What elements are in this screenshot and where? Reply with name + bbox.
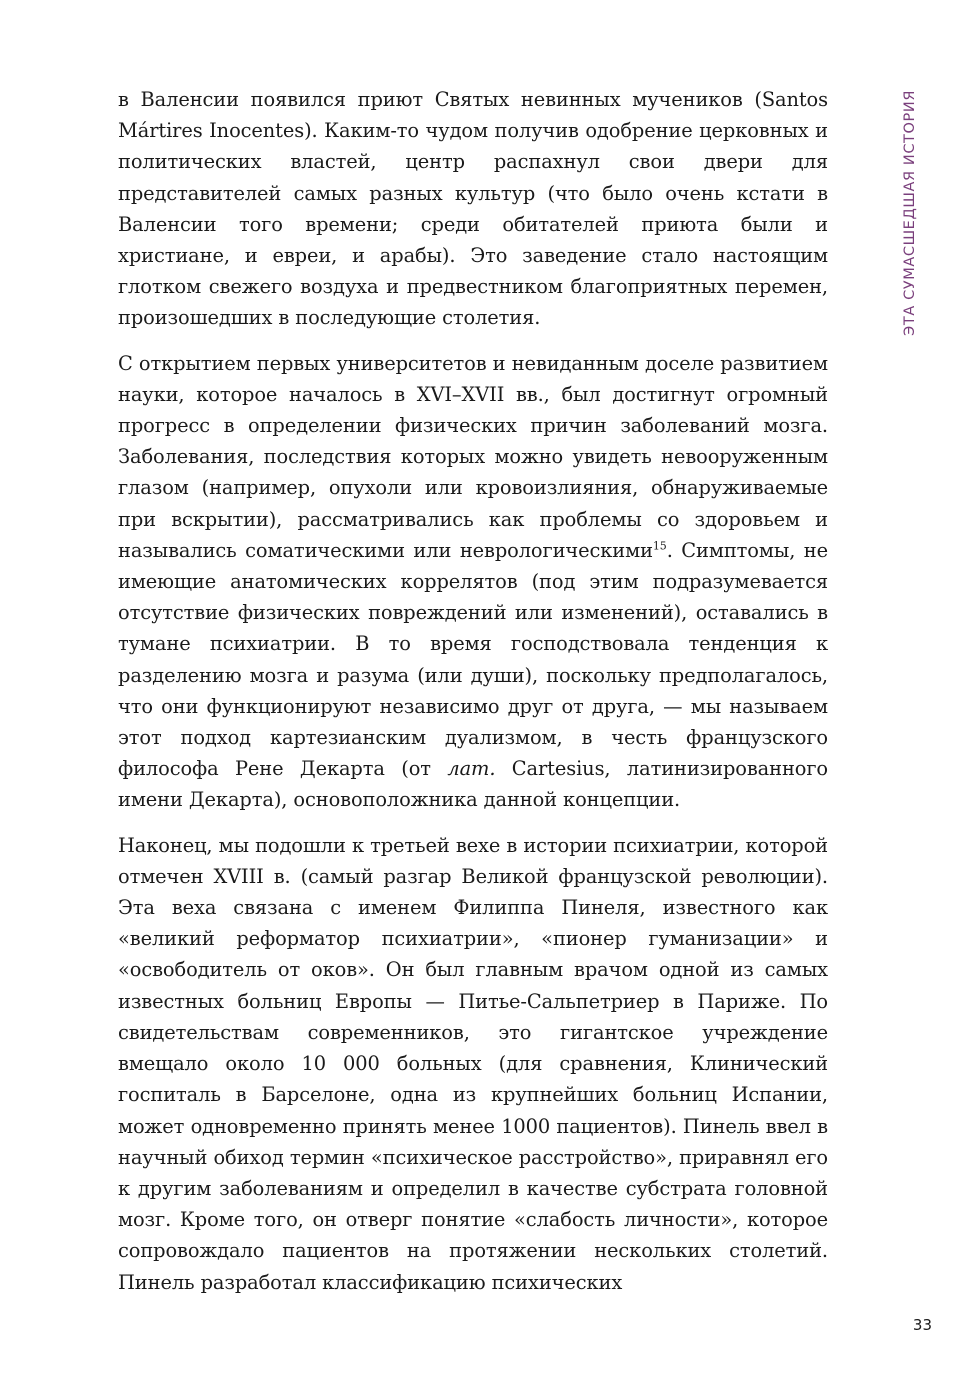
paragraph-2-text-b: . Симптомы, не имеющие анатомических коррелятов (под этим подразумевается отсутствие физических повреждений или изменений), оставались в тумане психиатрии. В то время господствовала тенденция к разделению мозга и разума (или души), поскольку предполагалось, что они функционируют независимо друг от друга, — мы называем этот подход картезианским дуализмом, в честь французского философа Рене Декарта (от [118, 538, 828, 781]
paragraph-3-text: Наконец, мы подошли к третьей вехе в истории психиатрии, которой отмечен XVIII в. (самый разгар Великой французской революции). Эта веха связана с именем Филиппа Пинеля, известного как «великий реформатор психиатрии», «пионер гуманизации» и «освободитель от оков». Он был главным врачом одной из самых известных больниц Европы — Питье-Сальпетриер в Париже. По свидетельствам современников, это гигантское учреждение вмещало около 10 000 больных (для сравнения, Клинический госпиталь в Барселоне, одна из крупнейших больниц Испании, может одновременно принять менее 1000 пациентов). Пинель ввел в научный обиход термин «психическое расстройство», приравнял его к другим заболеваниям и определил в качестве субстрата головной мозг. Кроме того, он отверг понятие «слабость личности», которое сопровождало пациентов на протяжении нескольких столетий. Пинель разработал классификацию психических [118, 833, 828, 1294]
running-title [897, 90, 927, 360]
paragraph-1-text: в Валенсии появился приют Святых невинных мучеников (Santos Mártires Inocentes). Каким-то чудом получив одобрение церковных и политических властей, центр распахнул свои двери для представителей самых разных культур (что было очень кстати в Валенсии того времени; среди обитателей приюта были и христиане, и евреи, и арабы). Это заведение стало настоящим глотком свежего воздуха и предвестником благоприятных перемен, произошедших в последующие столетия. [118, 88, 828, 330]
paragraph-2 [118, 348, 828, 816]
footnote-reference[interactable]: 15 [652, 539, 667, 553]
latin-abbreviation: лат. [447, 757, 496, 781]
paragraph-2-text-a: С открытием первых университетов и невиданным доселе развитием науки, которое началось в XVI–XVII вв., был достигнут огромный прогресс в определении физических причин заболеваний мозга. Заболевания, последствия которых можно увидеть невооруженным глазом (например, опухоли или кровоизлияния, обнаруживаемые при вскрытии), рассматривались как проблемы со здоровьем и назывались соматическими или неврологическими [118, 351, 828, 562]
body-text [118, 84, 828, 1312]
paragraph-1 [118, 84, 828, 334]
paragraph-3 [118, 830, 828, 1298]
running-title-text: ЭТА СУМАСШЕДШАЯ ИСТОРИЯ [902, 90, 918, 336]
paragraph-2-text-c: Cartesius, латинизированного имени Декарта), основоположника данной концепции. [118, 757, 828, 812]
page-number: 33 [912, 1316, 932, 1334]
